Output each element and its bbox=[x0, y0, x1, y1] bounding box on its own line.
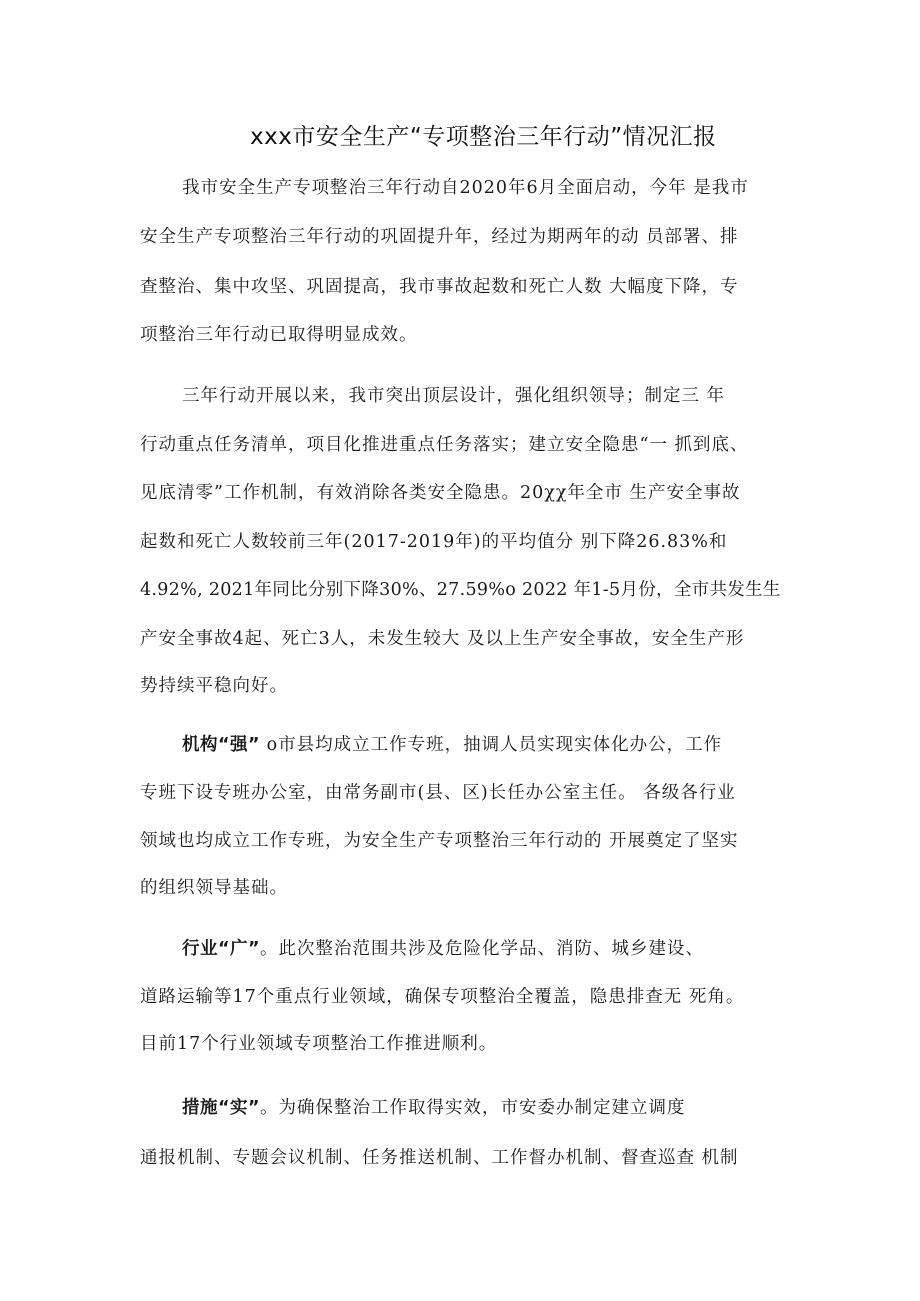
paragraph-line: 道路运输等17个重点行业领域，确保专项整治全覆盖，隐患排查无 死角。 bbox=[140, 987, 745, 1007]
section-heading: 措施“实” bbox=[182, 1098, 261, 1118]
paragraph-text: o市县均成立工作专班，抽调人员实现实体化办公，工作 bbox=[260, 735, 723, 755]
paragraph-line: 的组织领导基础。 bbox=[140, 878, 288, 898]
paragraph-first-line bbox=[182, 937, 832, 961]
paragraph-line: 产安全事故4起、死亡3人，未发生较大 及以上生产安全事故，安全生产形 bbox=[140, 629, 745, 649]
paragraph-line: 起数和死亡人数较前三年(2017-2019年)的平均值分 别下降26.83%和 bbox=[140, 532, 728, 552]
paragraph-line: 势持续平稳向好。 bbox=[140, 676, 288, 696]
paragraph-line: 通报机制、专题会议机制、任务推送机制、工作督办机制、督查巡查 机制 bbox=[140, 1148, 739, 1168]
document-title: xxx市安全生产“专项整治三年行动”情况汇报 bbox=[250, 124, 717, 150]
section-heading: 行业“广” bbox=[182, 939, 261, 959]
paragraph-line: 专班下设专班办公室，由常务副市(县、区)长任办公室主任。 各级各行业 bbox=[140, 783, 736, 803]
paragraph-line: 领域也均成立工作专班，为安全生产专项整治三年行动的 开展奠定了坚实 bbox=[140, 831, 739, 851]
paragraph-line: 项整治三年行动已取得明显成效。 bbox=[140, 325, 418, 345]
section-heading: 机构“强” bbox=[182, 735, 261, 755]
paragraph-line: 我市安全生产专项整治三年行动自2020年6月全面启动，今年 是我市 bbox=[182, 178, 749, 198]
paragraph-line: 查整治、集中攻坚、巩固提高，我市事故起数和死亡人数 大幅度下降，专 bbox=[140, 277, 739, 297]
paragraph-first-line bbox=[182, 1096, 832, 1120]
paragraph-line: 行动重点任务清单，项目化推进重点任务落实；建立安全隐患“一 抓到底、 bbox=[140, 435, 749, 455]
paragraph-line: 见底清零”工作机制，有效消除各类安全隐患。20χχ年全市 生产安全事故 bbox=[140, 483, 741, 503]
paragraph-line: 目前17个行业领域专项整治工作推进顺利。 bbox=[140, 1034, 498, 1054]
paragraph-first-line bbox=[182, 733, 832, 757]
paragraph-line: 4.92%, 2021年同比分别下降30%、27.59%o 2022 年1-5月份，全市共发生生 bbox=[140, 580, 781, 600]
paragraph-text: 。为确保整治工作取得实效，市安委办制定建立调度 bbox=[260, 1098, 686, 1118]
paragraph-text: 。此次整治范围共涉及危险化学品、消防、城乡建设、 bbox=[260, 939, 705, 959]
paragraph-line: 三年行动开展以来，我市突出顶层设计，强化组织领导；制定三 年 bbox=[182, 386, 726, 406]
paragraph-line: 安全生产专项整治三年行动的巩固提升年，经过为期两年的动 员部署、排 bbox=[140, 227, 739, 247]
